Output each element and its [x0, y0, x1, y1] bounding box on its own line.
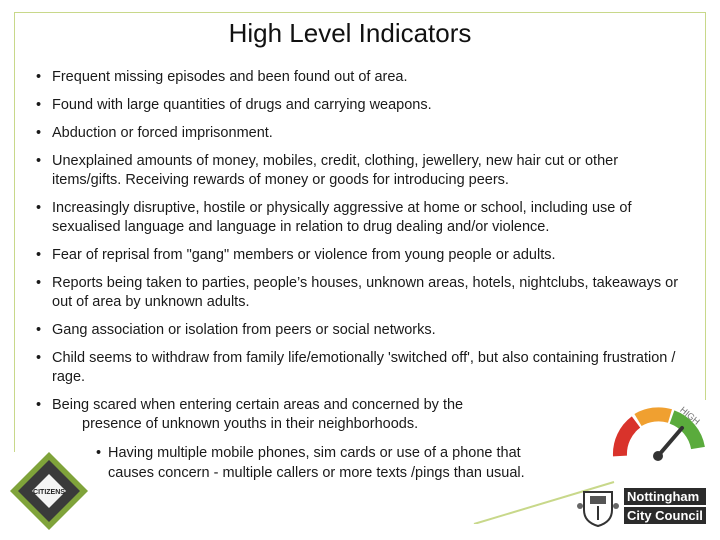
list-item-line: Being scared when entering certain areas and concerned by the — [52, 397, 464, 413]
list-item: • Unexplained amounts of money, mobiles, credit, clothing, jewellery, new hair cut or other items/gifts. Receiving rewards of money or goods for introducing peers. — [36, 152, 686, 190]
list-item: • Fear of reprisal from "gang" members or violence from young people or adults. — [36, 246, 686, 265]
list-item: • Having multiple mobile phones, sim cards or use of a phone that causes concern - multiple callers or more texts /pings than usual. — [96, 444, 546, 483]
list-item: • Reports being taken to parties, people’s houses, unknown areas, hotels, nightclubs, takeaways or out of area by unknown adults. — [36, 274, 686, 312]
citizens-badge-logo — [10, 452, 88, 530]
list-item: • Increasingly disruptive, hostile or physically aggressive at home or school, including use of sexualised language and language in relation to drug dealing and/or violence. — [36, 199, 686, 237]
council-name — [624, 488, 706, 526]
list-item: • Frequent missing episodes and been found out of area. — [36, 68, 686, 87]
list-item: • Child seems to withdraw from family life/emotionally 'switched off', but also containing frustration / rage. — [36, 349, 686, 387]
slide-title: High Level Indicators — [228, 18, 472, 48]
list-item: • Found with large quantities of drugs and carrying weapons. — [36, 96, 686, 115]
nottingham-city-council-logo — [576, 486, 706, 528]
list-item — [36, 396, 686, 434]
council-crest-icon — [576, 486, 620, 528]
list-item: • Abduction or forced imprisonment. — [36, 124, 686, 143]
badge-text: CITIZENS — [33, 489, 65, 496]
list-item: • Gang association or isolation from peers or social networks. — [36, 321, 686, 340]
list-item-line: presence of unknown youths in their neighborhoods. — [82, 416, 419, 432]
council-name-line: City Council — [624, 507, 706, 524]
indicator-list — [36, 68, 686, 443]
council-name-line: Nottingham — [624, 488, 706, 505]
gauge-label: HIGH — [678, 404, 702, 427]
risk-gauge-icon — [610, 398, 706, 468]
